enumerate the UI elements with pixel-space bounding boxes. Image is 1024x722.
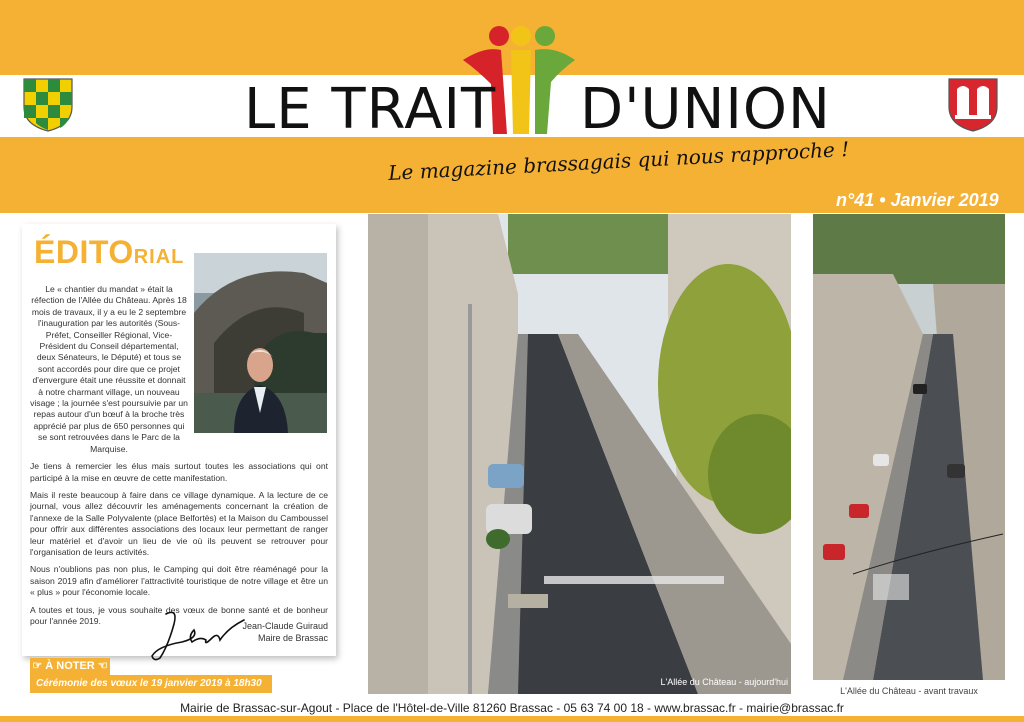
editorial-paragraph: A toutes et tous, je vous souhaite des vœux de bonne santé et de bonheur pour l'année 2019. (30, 604, 328, 626)
street-photo-today (368, 214, 791, 694)
editorial-paragraph: Je tiens à remercier les élus mais surtout toutes les associations qui ont participé à la mise en œuvre de cette manifestation. (30, 461, 328, 483)
editorial-heading-big: ÉDITO (34, 234, 134, 270)
main-photo-caption: L'Allée du Château - aujourd'hui (660, 677, 788, 687)
footer-contact: Mairie de Brassac-sur-Agout - Place de l'Hôtel-de-Ville 81260 Brassac - 05 63 74 00 18 - www.brassac.fr - mairie@brassac.fr (180, 701, 844, 715)
right-photo-caption: L'Allée du Château - avant travaux (840, 686, 978, 696)
street-photo-before (813, 214, 1005, 680)
magazine-title-right: D'UNION (580, 77, 831, 142)
issue-number: n°41 • Janvier 2019 (836, 190, 999, 210)
coat-of-arms-right-icon (947, 77, 999, 133)
editorial-paragraph: Le « chantier du mandat » était la réfection de l'Allée du Château. Après 18 mois de travaux, il y a eu le 2 septembre l'inauguration par les autorités (Sous-Préfet, Conseiller Régional, Vice-Président du Conseil départemental, deux Sénateurs, le Député) et tous se sont accordés pour dire que ce projet d'envergure était une réussite et donnait à notre charmant village, un nouveau visage ; la journée s'est poursuivie par un repas autour d'un bœuf à la broche très apprécié par plus de 650 personnes qui se sont retrouvées dans le Parc de la Marquise. (30, 284, 188, 454)
note-text: Cérémonie des vœux le 19 janvier 2019 à 18h30 (30, 675, 272, 693)
editorial-heading (34, 234, 184, 271)
note-label: ☞ À NOTER ☜ (30, 658, 110, 675)
coat-of-arms-left-icon (22, 77, 74, 133)
editorial-paragraph: Nous n'oublions pas non plus, le Camping qui doit être réaménagé pour la saison 2019 afin d'améliorer l'attractivité touristique de notre village et être un « plus » pour l'économie locale. (30, 564, 328, 598)
editorial-paragraph: Mais il reste beaucoup à faire dans ce village dynamique. A la lecture de ce journal, vous allez découvrir les aménagements concernant la création de l'annexe de la Salle Polyvalente (place Belfortès) et la Maison du Camboussel pour offrir aux différentes associations des locaux leur permettant de ranger leur matériel et d'avoir un lieu de vie où ils peuvent se retrouver pour l'organisation de leurs activités. (30, 489, 328, 557)
signer-title: Maire de Brassac (257, 633, 328, 643)
magazine-tagline: Le magazine brassagais qui nous rapproche ! (387, 136, 850, 185)
footer-band (0, 716, 1024, 722)
editorial-heading-small: RIAL (133, 246, 185, 268)
mayor-signature (148, 606, 248, 664)
editorial-text (30, 284, 328, 633)
magazine-title-left: LE TRAIT (244, 77, 497, 142)
signer-name: Jean-Claude Guiraud (242, 621, 328, 631)
signer-block (236, 620, 328, 644)
